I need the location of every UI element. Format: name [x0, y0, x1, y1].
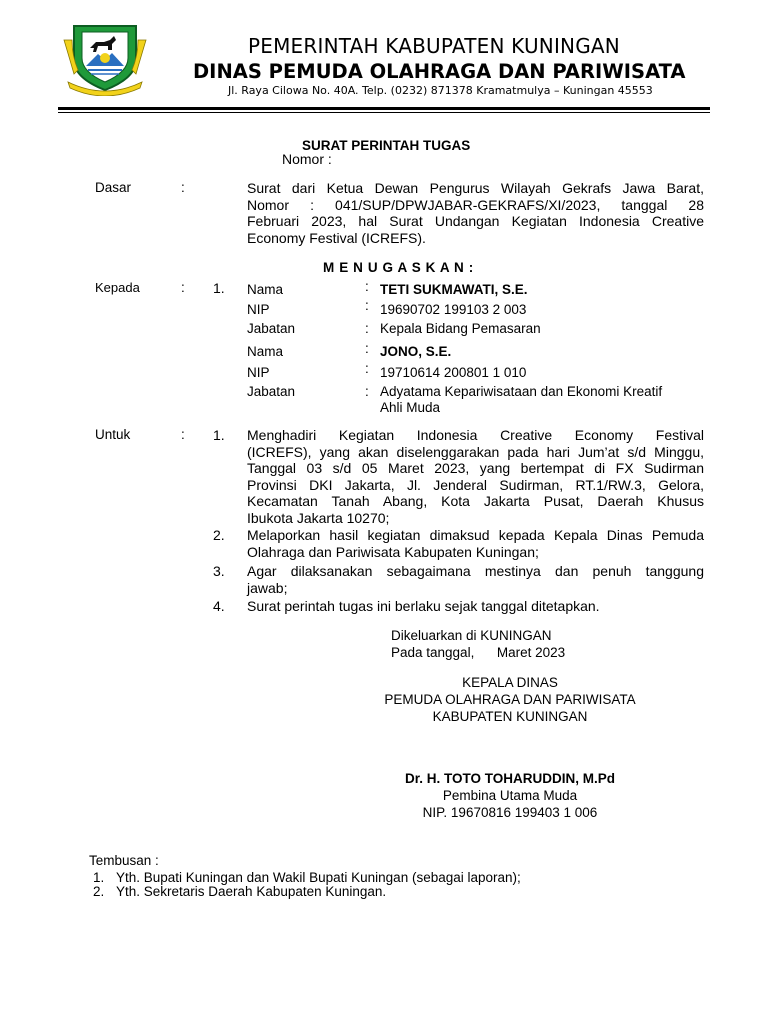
signatory-title-1: KEPALA DINAS: [462, 675, 558, 690]
untuk-line: Tanggal 03 s/d 05 Maret 2023, yang bertempat di FX Sudirman: [247, 460, 704, 476]
untuk-line: Olahraga dan Pariwisata Kabupaten Kuningan;: [247, 543, 539, 560]
person1-nip-label: NIP: [247, 302, 270, 317]
person1-nip-colon: :: [365, 298, 369, 313]
person2-jabatan-line1: Adyatama Kepariwisataan dan Ekonomi Kreatif: [380, 384, 663, 399]
dasar-line: Economy Festival (ICREFS).: [247, 229, 426, 246]
person2-nip-label: NIP: [247, 365, 270, 380]
menugaskan-heading: M E N U G A S K A N :: [323, 260, 474, 275]
signatory-rank: Pembina Utama Muda: [442, 788, 578, 803]
signatory-name: Dr. H. TOTO TOHARUDDIN, M.Pd: [404, 771, 615, 786]
signatory-title-3: KABUPATEN KUNINGAN: [432, 709, 588, 724]
untuk-line: Kecamatan Tanah Abang, Kota Jakarta Pusat, Daerah Khusus: [247, 493, 704, 509]
person1-jabatan: Kepala Bidang Pemasaran: [380, 321, 541, 336]
tembusan-item-number: 2.: [93, 884, 105, 899]
untuk-label: Untuk: [95, 427, 131, 442]
person2-nip-colon: :: [365, 361, 369, 376]
person1-nama: TETI SUKMAWATI, S.E.: [380, 282, 528, 297]
dasar-label: Dasar: [95, 180, 132, 195]
person1-nip: 19690702 199103 2 003: [380, 302, 527, 317]
person2-jabatan-line2: Ahli Muda: [380, 400, 441, 415]
kabupaten-kuningan-logo: [60, 20, 150, 96]
kepada-colon: :: [181, 280, 185, 295]
letterhead-government: PEMERINTAH KABUPATEN KUNINGAN: [248, 34, 620, 58]
person2-nip: 19710614 200801 1 010: [380, 365, 527, 380]
untuk-line: Ibukota Jakarta 10270;: [247, 509, 390, 526]
tembusan-item-text: Yth. Bupati Kuningan dan Wakil Bupati Kuningan (sebagai laporan);: [116, 870, 521, 885]
untuk-item-number: 2.: [213, 527, 225, 543]
untuk-colon: :: [181, 427, 185, 442]
untuk-item-text: [247, 563, 704, 596]
person1-nama-colon: :: [365, 279, 369, 294]
tembusan-item-number: 1.: [93, 870, 105, 885]
dasar-line: Nomor : 041/SUP/DPWJABAR-GEKRAFS/XI/2023, tanggal 28: [247, 196, 704, 213]
letterhead-department: DINAS PEMUDA OLAHRAGA DAN PARIWISATA: [193, 60, 686, 83]
dasar-line: Surat dari Ketua Dewan Pengurus Wilayah Gekrafs Jawa Barat,: [247, 180, 704, 196]
dasar-text: [247, 180, 704, 246]
person2-jabatan-colon: :: [365, 384, 369, 399]
person2-nama-label: Nama: [247, 344, 284, 359]
person1-nama-label: Nama: [247, 282, 284, 297]
untuk-line: Melaporkan hasil kegiatan dimaksud kepada Kepala Dinas Pemuda: [247, 527, 704, 543]
untuk-item-text: [247, 427, 704, 526]
untuk-item-text: [247, 527, 704, 560]
untuk-item-text: Surat perintah tugas ini berlaku sejak tanggal ditetapkan.: [247, 598, 600, 614]
untuk-item-number: 1.: [213, 427, 225, 443]
person2-jabatan-label: Jabatan: [247, 384, 296, 399]
issued-place: Dikeluarkan di KUNINGAN: [391, 628, 552, 643]
untuk-line: Agar dilaksanakan sebagaimana mestinya dan penuh tanggung: [247, 563, 704, 579]
letterhead-divider-thin: [58, 112, 710, 113]
person2-nama: JONO, S.E.: [380, 344, 452, 359]
untuk-line: Menghadiri Kegiatan Indonesia Creative Economy Festival: [247, 427, 704, 443]
untuk-item-number: 3.: [213, 563, 225, 579]
dasar-colon: :: [181, 180, 185, 195]
untuk-item-number: 4.: [213, 598, 225, 614]
letterhead-divider-thick: [58, 107, 710, 110]
person1-jabatan-colon: :: [365, 321, 369, 336]
untuk-line: jawab;: [247, 579, 288, 596]
untuk-line: (ICREFS), yang akan diselenggarakan pada hari Jum’at s/d Minggu,: [247, 443, 704, 460]
letterhead-address: Jl. Raya Cilowa No. 40A. Telp. (0232) 871378 Kramatmulya – Kuningan 45553: [228, 84, 653, 97]
person2-nama-colon: :: [365, 341, 369, 356]
signatory-title-2: PEMUDA OLAHRAGA DAN PARIWISATA: [384, 692, 636, 707]
dasar-line: Februari 2023, hal Surat Undangan Kegiatan Indonesia Creative: [247, 213, 704, 229]
person1-jabatan-label: Jabatan: [247, 321, 296, 336]
signatory-nip: NIP. 19670816 199403 1 006: [422, 805, 598, 820]
tembusan-item-text: Yth. Sekretaris Daerah Kabupaten Kuningan.: [116, 884, 387, 899]
kepada-label: Kepada: [95, 280, 140, 295]
document-title: SURAT PERINTAH TUGAS: [302, 138, 471, 153]
untuk-line: Provinsi DKI Jakarta, Jl. Jenderal Sudirman, RT.1/RW.3, Gelora,: [247, 476, 704, 493]
tembusan-label: Tembusan :: [89, 853, 159, 868]
nomor-label: Nomor :: [282, 151, 332, 167]
issued-date: Pada tanggal, Maret 2023: [391, 645, 566, 660]
kepada-number: 1.: [213, 280, 225, 296]
